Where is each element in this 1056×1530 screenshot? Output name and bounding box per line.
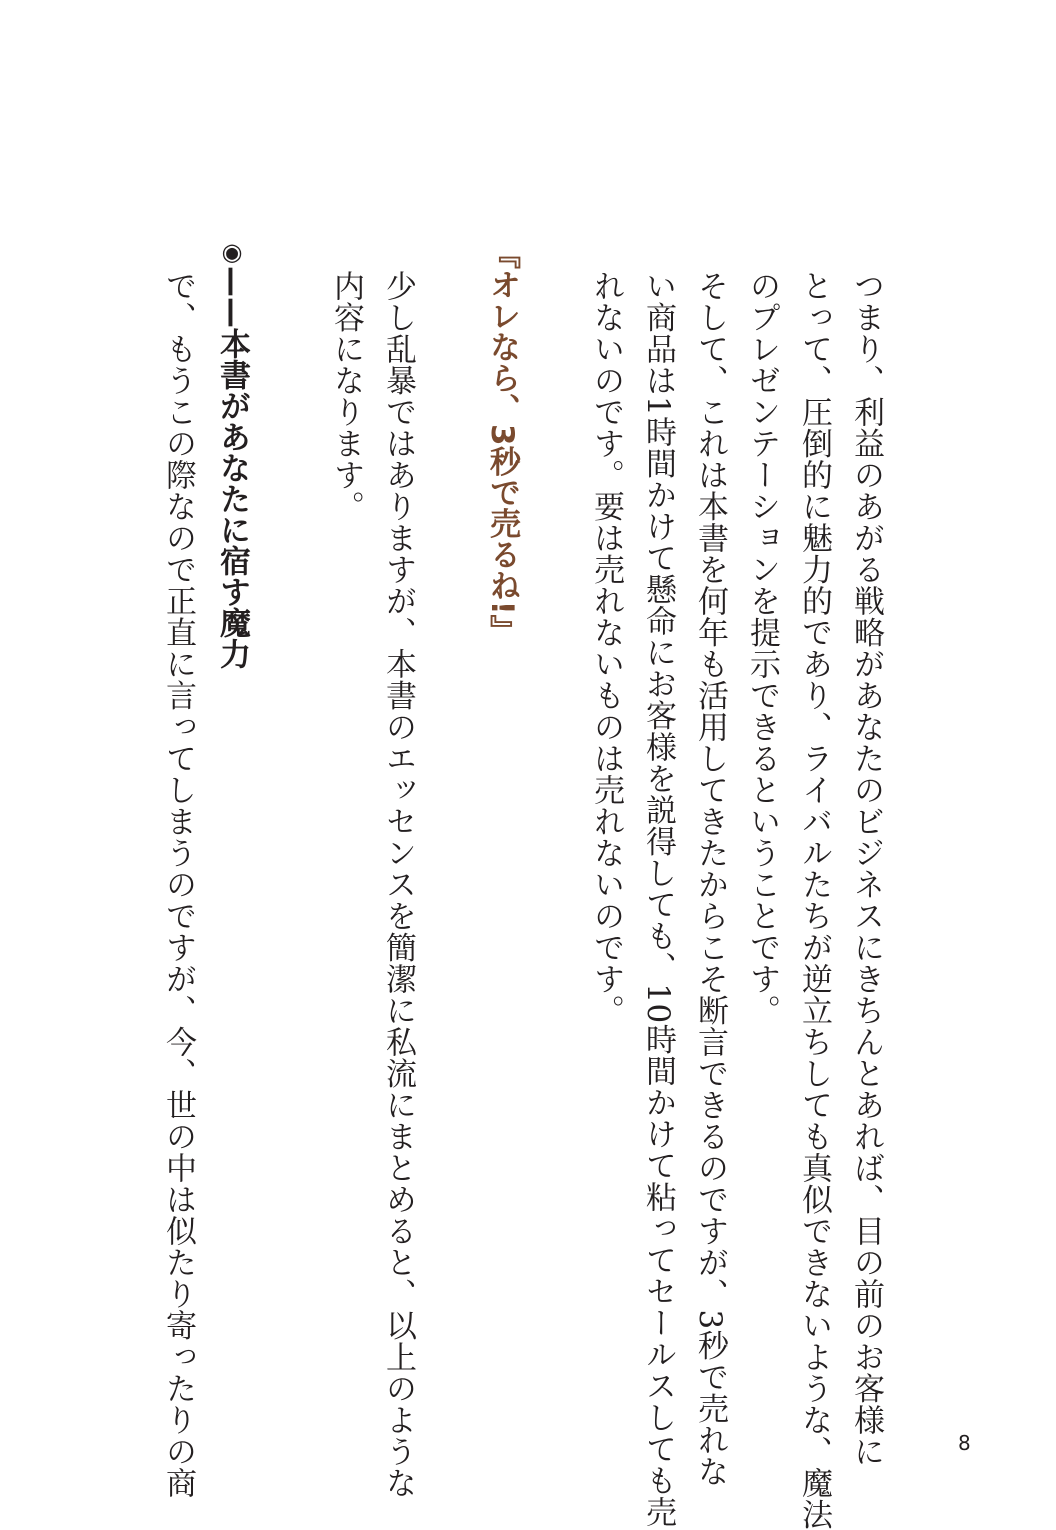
page-number: 8 [958,1431,971,1455]
section-title: 本書があなたに宿す魔力 [214,328,250,669]
body-column-9: で、もうこの際なので正直に言ってしまうのですが、今、世の中は似たり寄ったりの商 [160,270,196,1499]
body-column-5: い商品は1時間かけて懸命にお客様を説得しても、10時間かけて粘ってセールスしても売 [640,270,676,1528]
body-column-7: 少し乱暴ではありますが、本書のエッセンスを簡潔に私流にまとめると、以上のような [380,270,416,1499]
body-column-2: とって、圧倒的に魅力的であり、ライバルたちが逆立ちしても真似できないような、魔法 [796,270,832,1530]
body-column-4: そして、これは本書を何年も活用してきたからこそ断言できるのですが、3秒で売れな [692,270,728,1488]
section-heading [206,238,258,669]
quote-heading: 『オレなら、3秒で売るね!』 [484,238,520,646]
bullet-icon: ◉ [218,238,246,266]
body-column-1: つまり、利益のあがる戦略があなたのビジネスにきちんとあれば、目の前のお客様に [848,270,884,1467]
heading-rule: —— [214,266,250,328]
body-column-6: れないのです。要は売れないものは売れないのです。 [588,270,624,1026]
body-column-8: 内容になります。 [328,270,364,522]
body-column-3: のプレゼンテーションを提示できるということです。 [744,270,780,1026]
